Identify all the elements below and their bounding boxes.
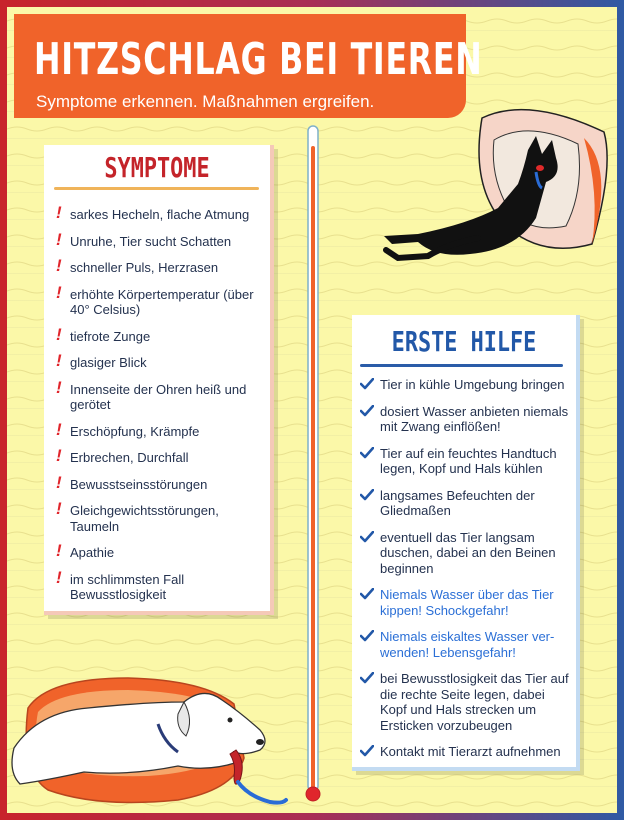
symptom-item: ! Unruhe, Tier sucht Schatten <box>56 229 232 249</box>
page-title: HITZSCHLAG BEI TIEREN <box>34 34 483 85</box>
symptoms-card <box>44 145 274 615</box>
check-icon <box>360 630 374 642</box>
symptom-item: ! glasiger Blick <box>56 351 147 370</box>
first-aid-warning-item: Niemals eiskaltes Wasser ver-wenden! Lebensgefahr! <box>360 629 570 660</box>
first-aid-item: langsames Befeuchten der Gliedmaßen <box>360 488 570 519</box>
symptom-item: ! im schlimmsten Fall Bewusstlosigkeit <box>56 567 185 602</box>
page-subtitle: Symptome erkennen. Maßnahmen ergreifen. <box>36 92 375 111</box>
cat-on-pillow-illustration <box>378 98 614 274</box>
check-icon <box>360 447 374 459</box>
check-icon <box>360 405 374 417</box>
exclamation-icon: ! <box>56 203 62 222</box>
symptom-item: ! schneller Puls, Herzrasen <box>56 256 219 275</box>
symptom-item: ! Bewusstseinsstörungen <box>56 472 208 492</box>
exclamation-icon: ! <box>56 419 62 439</box>
first-aid-divider <box>360 364 563 367</box>
symptoms-heading: SYMPTOME <box>104 151 210 184</box>
exclamation-icon: ! <box>56 324 62 344</box>
first-aid-heading: ERSTE HILFE <box>391 325 537 358</box>
symptom-item: ! Erschöpfung, Krämpfe <box>56 419 200 439</box>
check-icon <box>360 588 374 600</box>
first-aid-item: bei Bewusstlosigkeit das Tier auf die rechte Seite legen, dabei Kopf und Hals strecken um Ersticken vorzubeugen <box>360 671 570 733</box>
thermometer-illustration <box>305 124 321 806</box>
symptom-item: ! sarkes Hecheln, flache Atmung <box>56 203 250 222</box>
first-aid-card <box>352 315 580 771</box>
check-icon <box>360 745 374 757</box>
exclamation-icon: ! <box>56 541 62 560</box>
symptom-item: ! Gleichgewichtsstörungen, Taumeln <box>56 499 219 534</box>
first-aid-item: Tier in kühle Umgebung bringen <box>360 377 570 393</box>
symptom-item: ! erhöhte Körpertemperatur (über 40° Celsius) <box>56 282 254 317</box>
symptom-item: ! Apathie <box>56 541 115 560</box>
check-icon <box>360 672 374 684</box>
exclamation-icon: ! <box>56 351 62 370</box>
dog-in-bed-illustration <box>8 672 292 812</box>
first-aid-warning-item: Niemals Wasser über das Tier kippen! Schockgefahr! <box>360 587 570 618</box>
check-icon <box>360 489 374 501</box>
exclamation-icon: ! <box>56 229 62 249</box>
symptom-item: ! Erbrechen, Durchfall <box>56 446 189 465</box>
symptoms-divider <box>54 187 259 190</box>
exclamation-icon: ! <box>56 446 62 465</box>
exclamation-icon: ! <box>56 256 62 275</box>
first-aid-item: Tier auf ein feuchtes Handtuch legen, Kopf und Hals kühlen <box>360 446 570 477</box>
symptoms-list <box>56 203 262 614</box>
exclamation-icon: ! <box>56 499 62 518</box>
check-icon <box>360 531 374 543</box>
exclamation-icon: ! <box>56 472 62 492</box>
symptom-item: ! tiefrote Zunge <box>56 324 151 344</box>
first-aid-list <box>360 377 570 771</box>
check-icon <box>360 378 374 390</box>
first-aid-item: eventuell das Tier langsam duschen, dabei an den Beinen beginnen <box>360 530 570 577</box>
exclamation-icon: ! <box>56 377 62 397</box>
first-aid-item: dosiert Wasser anbieten niemals mit Zwang einflößen! <box>360 404 570 435</box>
first-aid-item: Kontakt mit Tierarzt aufnehmen <box>360 744 570 760</box>
exclamation-icon: ! <box>56 567 62 587</box>
symptom-item: ! Innenseite der Ohren heiß und gerötet <box>56 377 247 412</box>
exclamation-icon: ! <box>56 282 62 302</box>
